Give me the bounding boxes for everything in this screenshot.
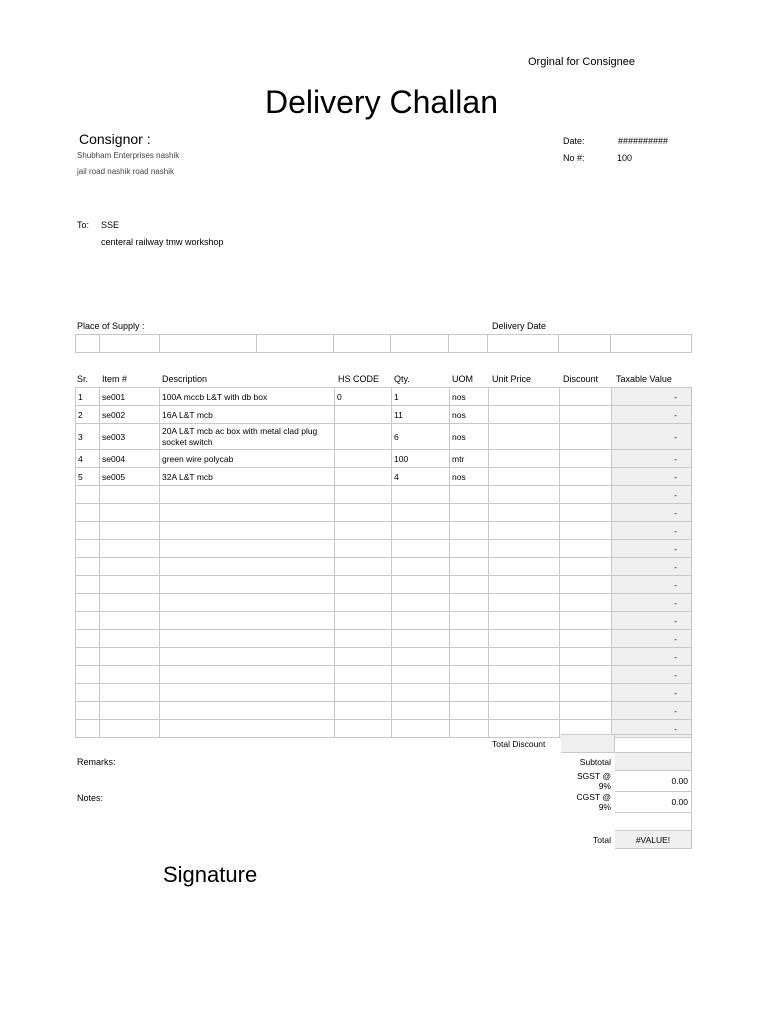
cgst-label: CGST @ 9%: [576, 792, 611, 812]
col-header-hs-code: HS CODE: [338, 374, 380, 384]
supply-cell[interactable]: [100, 335, 160, 353]
table-row: [76, 424, 692, 450]
empty-cell: [76, 504, 100, 522]
supply-grid: [75, 334, 692, 353]
empty-cell: [335, 504, 392, 522]
table-row: [76, 504, 692, 522]
item-cell: se001: [100, 388, 160, 406]
signature-label: Signature: [163, 862, 258, 887]
empty-cell: [392, 648, 450, 666]
empty-cell: [450, 630, 489, 648]
description-cell: 16A L&T mcb: [160, 406, 335, 424]
empty-cell: [100, 684, 160, 702]
page-title: Delivery Challan: [265, 84, 498, 120]
taxable-value-cell: -: [612, 684, 692, 702]
table-row: [76, 684, 692, 702]
col-header-unit-price: Unit Price: [492, 374, 532, 384]
empty-cell: [100, 486, 160, 504]
empty-cell: [76, 594, 100, 612]
empty-cell: [76, 684, 100, 702]
total-value: #VALUE!: [615, 831, 692, 849]
taxable-value-cell: -: [612, 540, 692, 558]
item-cell: se003: [100, 424, 160, 450]
empty-cell: [100, 522, 160, 540]
qty-cell: 4: [392, 468, 450, 486]
subtotal-value: [615, 753, 692, 771]
empty-cell: [100, 576, 160, 594]
item-cell: se002: [100, 406, 160, 424]
empty-cell[interactable]: [489, 594, 560, 612]
empty-cell: [160, 630, 335, 648]
unit-price-cell[interactable]: [489, 406, 560, 424]
table-row: [76, 388, 692, 406]
empty-cell: [160, 666, 335, 684]
no-value: 100: [617, 153, 633, 163]
empty-cell: [76, 720, 100, 738]
qty-cell: 6: [392, 424, 450, 450]
empty-cell: [335, 522, 392, 540]
empty-cell: [160, 684, 335, 702]
table-row: [76, 702, 692, 720]
empty-cell: [76, 702, 100, 720]
date-value: ##########: [618, 136, 669, 146]
supply-cell[interactable]: [76, 335, 100, 353]
empty-cell: [76, 666, 100, 684]
recipient-address: centeral railway tmw workshop: [101, 237, 224, 247]
item-cell: se005: [100, 468, 160, 486]
empty-cell: [392, 702, 450, 720]
empty-cell: [450, 720, 489, 738]
table-row: [76, 612, 692, 630]
taxable-value-cell: -: [612, 576, 692, 594]
table-row: [76, 406, 692, 424]
empty-cell[interactable]: [489, 558, 560, 576]
empty-cell[interactable]: [560, 648, 612, 666]
empty-cell: [160, 576, 335, 594]
qty-cell: 100: [392, 450, 450, 468]
taxable-value-cell: -: [612, 612, 692, 630]
taxable-value-cell: -: [612, 630, 692, 648]
empty-cell: [450, 576, 489, 594]
sr-cell: 5: [76, 468, 100, 486]
to-label: To:: [77, 220, 90, 230]
hs-code-cell: [335, 424, 392, 450]
empty-cell: [392, 630, 450, 648]
empty-cell: [450, 648, 489, 666]
empty-cell[interactable]: [489, 486, 560, 504]
discount-cell[interactable]: [560, 424, 612, 450]
taxable-value-cell: -: [612, 406, 692, 424]
empty-cell: [160, 504, 335, 522]
recipient-name: SSE: [101, 220, 120, 230]
empty-cell: [160, 558, 335, 576]
sr-cell: 2: [76, 406, 100, 424]
supply-cell[interactable]: [160, 335, 257, 353]
table-row: [76, 486, 692, 504]
empty-cell[interactable]: [489, 504, 560, 522]
empty-cell: [450, 594, 489, 612]
empty-cell: [160, 702, 335, 720]
empty-cell: [100, 558, 160, 576]
delivery-date-cell[interactable]: [488, 335, 559, 353]
empty-cell: [450, 504, 489, 522]
discount-cell[interactable]: [560, 468, 612, 486]
empty-cell[interactable]: [489, 684, 560, 702]
delivery-date-label: Delivery Date: [492, 321, 547, 331]
items-table: [75, 387, 692, 738]
empty-cell: [100, 720, 160, 738]
sr-cell: 4: [76, 450, 100, 468]
empty-cell[interactable]: [560, 702, 612, 720]
supply-cell[interactable]: [391, 335, 449, 353]
totals-table: [488, 734, 692, 849]
taxable-value-cell: -: [612, 720, 692, 738]
table-row: [76, 522, 692, 540]
uom-cell: nos: [450, 406, 489, 424]
table-row: [76, 450, 692, 468]
qty-cell: 1: [392, 388, 450, 406]
notes-label: Notes:: [77, 793, 104, 803]
remarks-label: Remarks:: [77, 757, 116, 767]
unit-price-cell[interactable]: [489, 450, 560, 468]
empty-cell: [335, 720, 392, 738]
empty-cell: [160, 594, 335, 612]
empty-cell[interactable]: [560, 612, 612, 630]
empty-cell: [335, 576, 392, 594]
taxable-value-cell: -: [612, 388, 692, 406]
hs-code-cell: [335, 468, 392, 486]
empty-cell[interactable]: [560, 684, 612, 702]
col-header-uom: UOM: [452, 374, 473, 384]
sgst-label: SGST @ 9%: [577, 771, 611, 791]
empty-cell: [76, 612, 100, 630]
item-cell: se004: [100, 450, 160, 468]
date-label: Date:: [563, 136, 585, 146]
taxable-value-cell: -: [612, 666, 692, 684]
empty-cell: [76, 486, 100, 504]
empty-cell: [392, 666, 450, 684]
copy-label: Orginal for Consignee: [528, 56, 636, 68]
empty-cell[interactable]: [489, 576, 560, 594]
empty-cell: [76, 630, 100, 648]
col-header-taxable-value: Taxable Value: [616, 374, 672, 384]
empty-cell: [76, 576, 100, 594]
delivery-date-cell[interactable]: [559, 335, 611, 353]
empty-cell: [335, 594, 392, 612]
empty-cell: [335, 684, 392, 702]
uom-cell: nos: [450, 468, 489, 486]
consignor-line1: Shubham Enterprises nashik: [77, 151, 180, 160]
empty-cell: [450, 666, 489, 684]
empty-cell: [76, 522, 100, 540]
empty-cell: [160, 648, 335, 666]
empty-cell: [450, 558, 489, 576]
empty-cell[interactable]: [489, 666, 560, 684]
empty-cell[interactable]: [560, 558, 612, 576]
unit-price-cell[interactable]: [489, 424, 560, 450]
taxable-value-cell: -: [612, 594, 692, 612]
taxable-value-cell: -: [612, 504, 692, 522]
empty-cell: [76, 558, 100, 576]
sr-cell: 3: [76, 424, 100, 450]
empty-cell: [335, 558, 392, 576]
hs-code-cell: [335, 406, 392, 424]
empty-cell: [392, 522, 450, 540]
hs-code-cell: 0: [335, 388, 392, 406]
empty-cell: [392, 720, 450, 738]
empty-cell[interactable]: [560, 594, 612, 612]
description-cell: green wire polycab: [160, 450, 335, 468]
empty-cell[interactable]: [560, 504, 612, 522]
description-cell: 20A L&T mcb ac box with metal clad plug socket switch: [160, 424, 335, 450]
taxable-value-cell: -: [612, 424, 692, 450]
empty-cell: [335, 486, 392, 504]
empty-cell[interactable]: [560, 666, 612, 684]
cgst-value: 0.00: [615, 792, 692, 813]
empty-cell: [335, 666, 392, 684]
empty-cell: [100, 540, 160, 558]
table-row: [76, 648, 692, 666]
discount-cell[interactable]: [560, 406, 612, 424]
sr-cell: 1: [76, 388, 100, 406]
empty-cell: [392, 612, 450, 630]
total-discount-label: Total Discount: [492, 738, 546, 749]
discount-cell[interactable]: [560, 450, 612, 468]
empty-cell: [100, 504, 160, 522]
totals-spacer-cell: [615, 813, 692, 831]
taxable-value-cell: -: [612, 558, 692, 576]
unit-price-cell[interactable]: [489, 468, 560, 486]
empty-cell[interactable]: [489, 630, 560, 648]
empty-cell: [335, 612, 392, 630]
empty-cell[interactable]: [560, 630, 612, 648]
taxable-value-cell: -: [612, 468, 692, 486]
delivery-date-cell[interactable]: [611, 335, 692, 353]
subtotal-label: Subtotal: [579, 756, 611, 767]
empty-cell: [450, 486, 489, 504]
supply-cell[interactable]: [257, 335, 334, 353]
empty-cell: [450, 522, 489, 540]
empty-cell: [100, 594, 160, 612]
empty-cell: [335, 648, 392, 666]
col-header-description: Description: [162, 374, 208, 384]
col-header-sr: Sr.: [77, 374, 89, 384]
table-row: [76, 540, 692, 558]
total-discount-value: [561, 735, 615, 753]
taxable-value-cell: -: [612, 522, 692, 540]
col-header-discount: Discount: [563, 374, 599, 384]
empty-cell[interactable]: [489, 612, 560, 630]
empty-cell[interactable]: [489, 540, 560, 558]
taxable-value-cell: -: [612, 486, 692, 504]
empty-cell: [160, 612, 335, 630]
empty-cell: [392, 486, 450, 504]
empty-cell: [335, 702, 392, 720]
empty-cell[interactable]: [560, 576, 612, 594]
description-cell: 100A mccb L&T with db box: [160, 388, 335, 406]
empty-cell: [450, 684, 489, 702]
supply-cell[interactable]: [449, 335, 488, 353]
description-cell: 32A L&T mcb: [160, 468, 335, 486]
empty-cell[interactable]: [489, 702, 560, 720]
empty-cell: [100, 630, 160, 648]
taxable-value-cell: -: [612, 648, 692, 666]
empty-cell: [100, 648, 160, 666]
empty-cell: [450, 612, 489, 630]
unit-price-cell[interactable]: [489, 388, 560, 406]
place-of-supply-label: Place of Supply :: [77, 321, 145, 331]
total-discount-spacer: [615, 735, 692, 753]
empty-cell: [450, 702, 489, 720]
qty-cell: 11: [392, 406, 450, 424]
empty-cell: [450, 540, 489, 558]
empty-cell: [160, 522, 335, 540]
table-row: [76, 558, 692, 576]
empty-cell: [335, 540, 392, 558]
uom-cell: mtr: [450, 450, 489, 468]
empty-cell[interactable]: [489, 648, 560, 666]
empty-cell: [392, 594, 450, 612]
total-label: Total: [593, 834, 611, 845]
table-row: [76, 630, 692, 648]
consignor-label: Consignor :: [79, 131, 151, 147]
empty-cell: [392, 576, 450, 594]
col-header-qty: Qty.: [394, 374, 410, 384]
empty-cell[interactable]: [560, 486, 612, 504]
empty-cell: [335, 630, 392, 648]
empty-cell: [392, 504, 450, 522]
no-label: No #:: [563, 153, 585, 163]
empty-cell[interactable]: [560, 540, 612, 558]
empty-cell[interactable]: [560, 522, 612, 540]
table-row: [76, 594, 692, 612]
sgst-value: 0.00: [615, 771, 692, 792]
empty-cell: [392, 684, 450, 702]
empty-cell: [100, 702, 160, 720]
empty-cell: [76, 540, 100, 558]
hs-code-cell: [335, 450, 392, 468]
table-row: [76, 468, 692, 486]
discount-cell[interactable]: [560, 388, 612, 406]
empty-cell: [160, 540, 335, 558]
empty-cell: [392, 540, 450, 558]
empty-cell: [160, 486, 335, 504]
supply-cell[interactable]: [334, 335, 391, 353]
empty-cell[interactable]: [489, 522, 560, 540]
empty-cell: [160, 720, 335, 738]
uom-cell: nos: [450, 424, 489, 450]
taxable-value-cell: -: [612, 702, 692, 720]
consignor-line2: jail road nashik road nashik: [77, 167, 174, 176]
empty-cell: [100, 666, 160, 684]
empty-cell: [100, 612, 160, 630]
empty-cell: [76, 648, 100, 666]
uom-cell: nos: [450, 388, 489, 406]
col-header-item: Item #: [102, 374, 128, 384]
table-row: [76, 576, 692, 594]
taxable-value-cell: -: [612, 450, 692, 468]
empty-cell: [392, 558, 450, 576]
table-row: [76, 666, 692, 684]
